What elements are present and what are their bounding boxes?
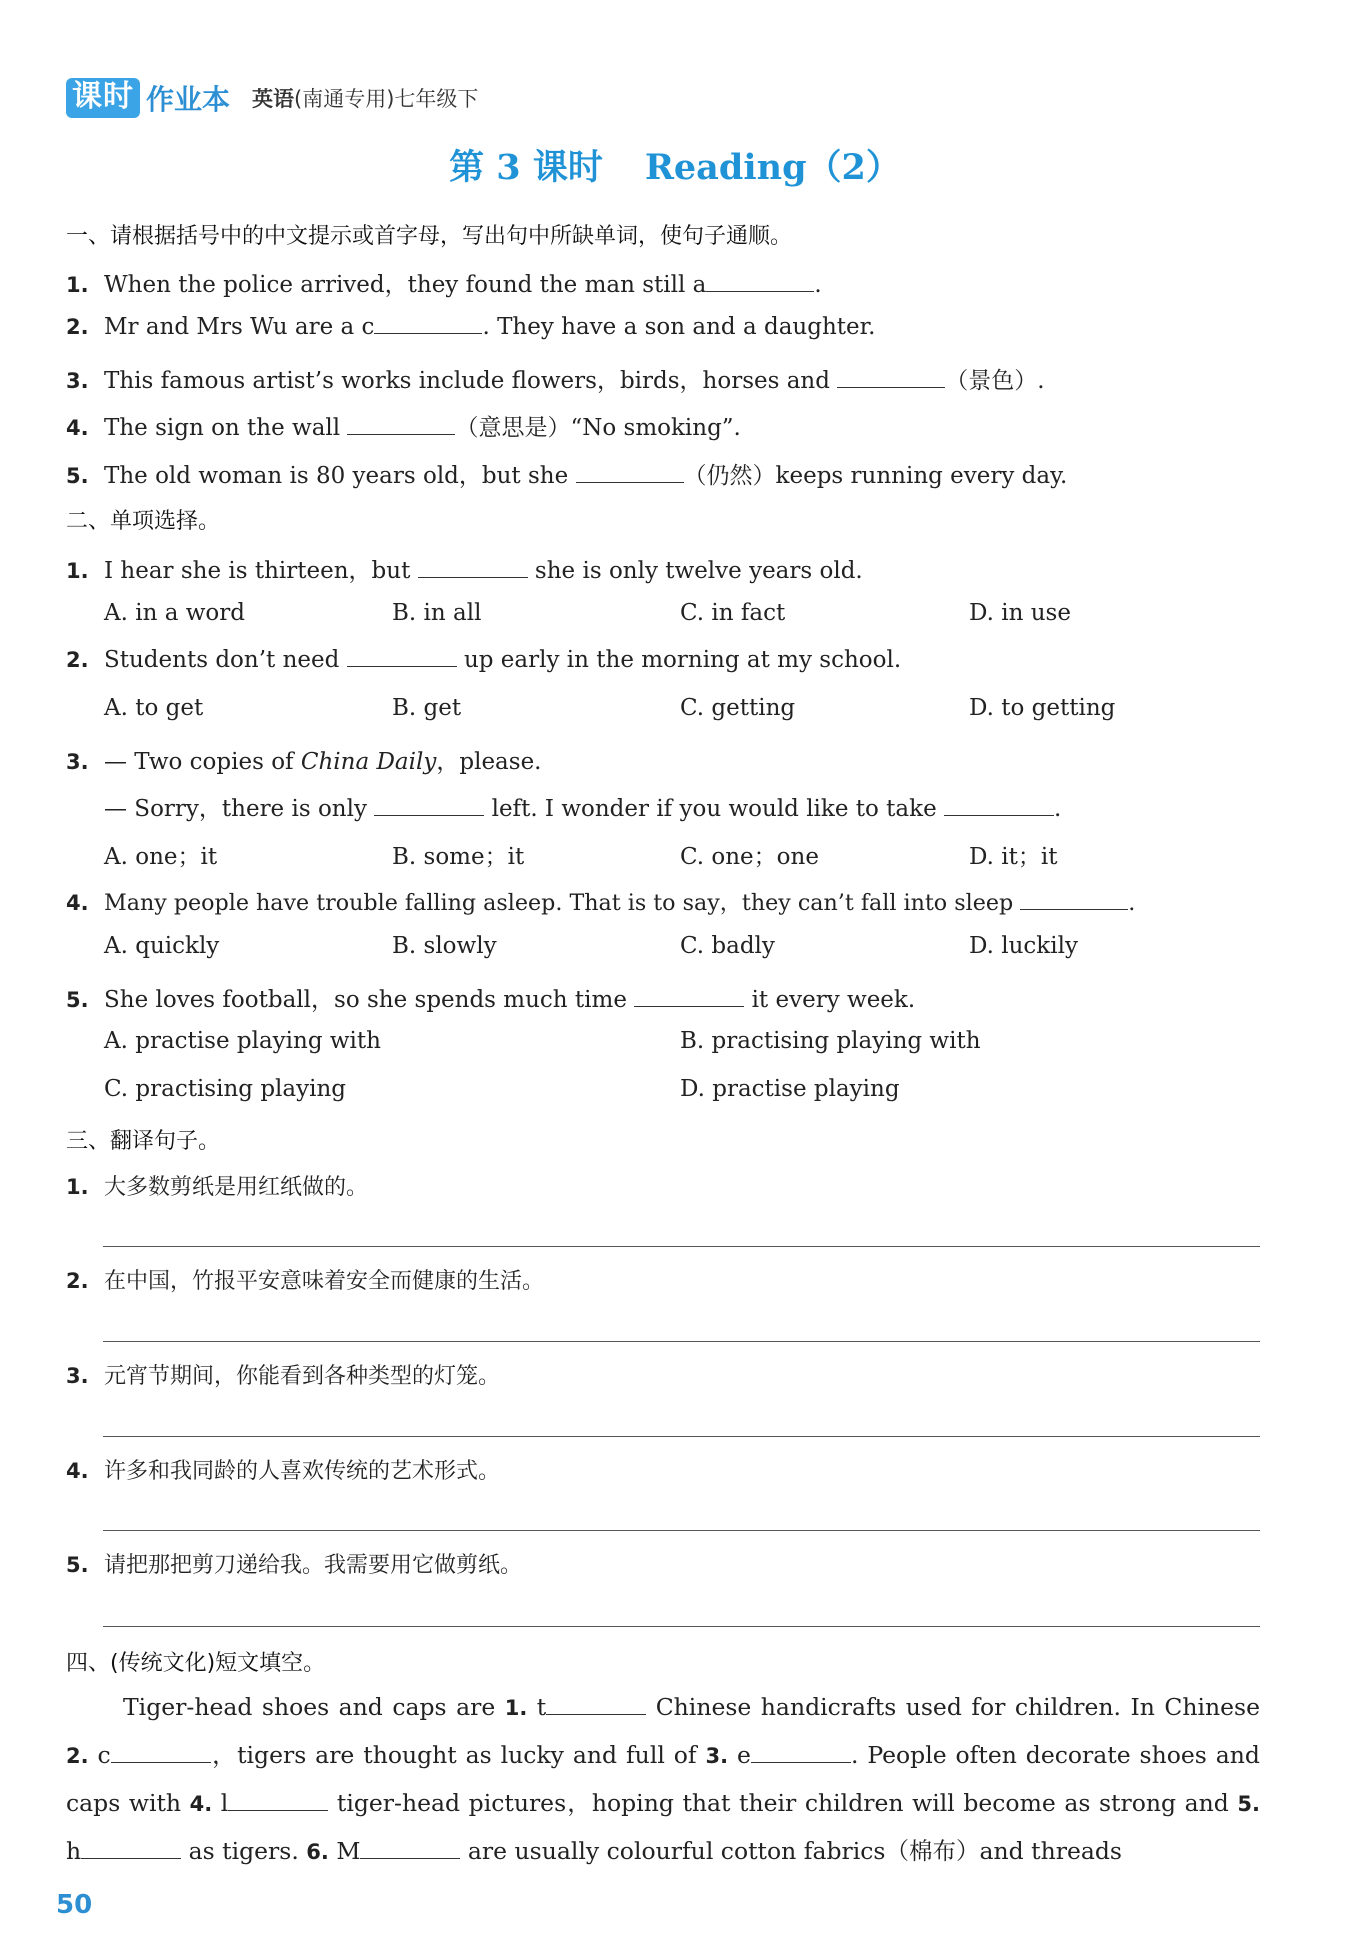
q3-option-d[interactable]: D. it；it	[969, 844, 1058, 870]
section1-heading: 一、请根据括号中的中文提示或首字母，写出句中所缺单词，使句子通顺。	[66, 224, 793, 249]
series-logo: 课时	[66, 78, 140, 118]
answer-line[interactable]	[103, 1530, 1260, 1531]
s1-item-2: 2. Mr and Mrs Wu are a c . They have a son and a daughter.	[66, 314, 876, 340]
s1-item-4: 4. The sign on the wall （意思是）“No smoking”.	[66, 415, 741, 441]
q4-option-c[interactable]: C. badly	[680, 933, 775, 959]
q2-option-b[interactable]: B. get	[392, 695, 462, 721]
section4-heading: 四、(传统文化)短文填空。	[66, 1651, 326, 1676]
s2-question-4: 4. Many people have trouble falling asleep. That is to say，they can’t fall into sleep .	[66, 890, 1136, 916]
answer-blank[interactable]	[546, 1696, 646, 1715]
answer-blank[interactable]	[634, 988, 744, 1007]
q3-option-c[interactable]: C. one；one	[680, 844, 819, 870]
s3-item-2: 2. 在中国，竹报平安意味着安全而健康的生活。	[66, 1269, 545, 1294]
q2-option-a[interactable]: A. to get	[104, 695, 204, 721]
s3-item-5: 5. 请把那把剪刀递给我。我需要用它做剪纸。	[66, 1553, 523, 1578]
series-name: 作业本	[146, 83, 231, 116]
q4-option-d[interactable]: D. luckily	[969, 933, 1078, 959]
q1-option-b[interactable]: B. in all	[392, 600, 482, 626]
section3-heading: 三、翻译句子。	[66, 1129, 221, 1154]
answer-line[interactable]	[103, 1626, 1260, 1627]
s1-item-5: 5. The old woman is 80 years old，but she （仍然）keeps running every day.	[66, 463, 1068, 489]
answer-blank[interactable]	[228, 1792, 328, 1811]
q1-option-a[interactable]: A. in a word	[104, 600, 245, 626]
q1-option-d[interactable]: D. in use	[969, 600, 1071, 626]
answer-blank[interactable]	[837, 369, 945, 388]
answer-blank[interactable]	[751, 1744, 851, 1763]
section2-heading: 二、单项选择。	[66, 509, 221, 534]
q1-option-c[interactable]: C. in fact	[680, 600, 786, 626]
answer-line[interactable]	[103, 1436, 1260, 1437]
q5-option-b[interactable]: B. practising playing with	[680, 1028, 981, 1054]
q5-option-a[interactable]: A. practise playing with	[104, 1028, 381, 1054]
s2-question-3-line1: 3. — Two copies of China Daily，please.	[66, 749, 542, 775]
s3-item-1: 1. 大多数剪纸是用红纸做的。	[66, 1175, 369, 1200]
answer-blank[interactable]	[111, 1744, 211, 1763]
subject-label: 英语(南通专用)七年级下	[252, 87, 479, 111]
lesson-title: 第 3 课时 Reading（2）	[449, 147, 901, 188]
s2-question-2: 2. Students don’t need up early in the morning at my school.	[66, 647, 902, 673]
q4-option-a[interactable]: A. quickly	[104, 933, 220, 959]
answer-blank[interactable]	[374, 315, 482, 334]
q2-option-d[interactable]: D. to getting	[969, 695, 1116, 721]
answer-blank[interactable]	[418, 559, 528, 578]
answer-blank[interactable]	[944, 797, 1054, 816]
s1-item-1: 1. When the police arrived，they found the man still a .	[66, 272, 822, 298]
book-header	[66, 78, 478, 118]
s3-item-4: 4. 许多和我同龄的人喜欢传统的艺术形式。	[66, 1459, 501, 1484]
s1-item-3: 3. This famous artist’s works include flowers，birds，horses and （景色）.	[66, 368, 1045, 394]
q2-option-c[interactable]: C. getting	[680, 695, 796, 721]
s3-item-3: 3. 元宵节期间，你能看到各种类型的灯笼。	[66, 1364, 501, 1389]
answer-line[interactable]	[103, 1246, 1260, 1247]
s2-question-3-line2: — Sorry，there is only left. I wonder if you would like to take .	[104, 796, 1062, 822]
q4-option-b[interactable]: B. slowly	[392, 933, 497, 959]
s2-question-1: 1. I hear she is thirteen，but she is only twelve years old.	[66, 558, 863, 584]
answer-blank[interactable]	[706, 273, 814, 292]
s2-question-5: 5. She loves football，so she spends much time it every week.	[66, 987, 916, 1013]
answer-line[interactable]	[103, 1341, 1260, 1342]
page-number: 50	[56, 1890, 93, 1920]
q3-option-a[interactable]: A. one；it	[104, 844, 218, 870]
answer-blank[interactable]	[360, 1840, 460, 1859]
answer-blank[interactable]	[347, 648, 457, 667]
q5-option-d[interactable]: D. practise playing	[680, 1076, 900, 1102]
q5-option-c[interactable]: C. practising playing	[104, 1076, 346, 1102]
answer-blank[interactable]	[1020, 891, 1128, 910]
answer-blank[interactable]	[81, 1840, 181, 1859]
answer-blank[interactable]	[374, 797, 484, 816]
q3-option-b[interactable]: B. some；it	[392, 844, 525, 870]
answer-blank[interactable]	[347, 416, 455, 435]
cloze-passage: Tiger-head shoes and caps are 1. t Chinese handicrafts used for children. In Chinese 2. c ，tigers are thought as lucky and full of 3. e . People often decorate shoes and caps with 4. l tiger-head pictures，hoping that their children will become as strong and 5. h as tigers. 6. M are usually colourful cotton fabrics（棉布）and threads	[66, 1693, 1261, 1865]
answer-blank[interactable]	[576, 464, 684, 483]
